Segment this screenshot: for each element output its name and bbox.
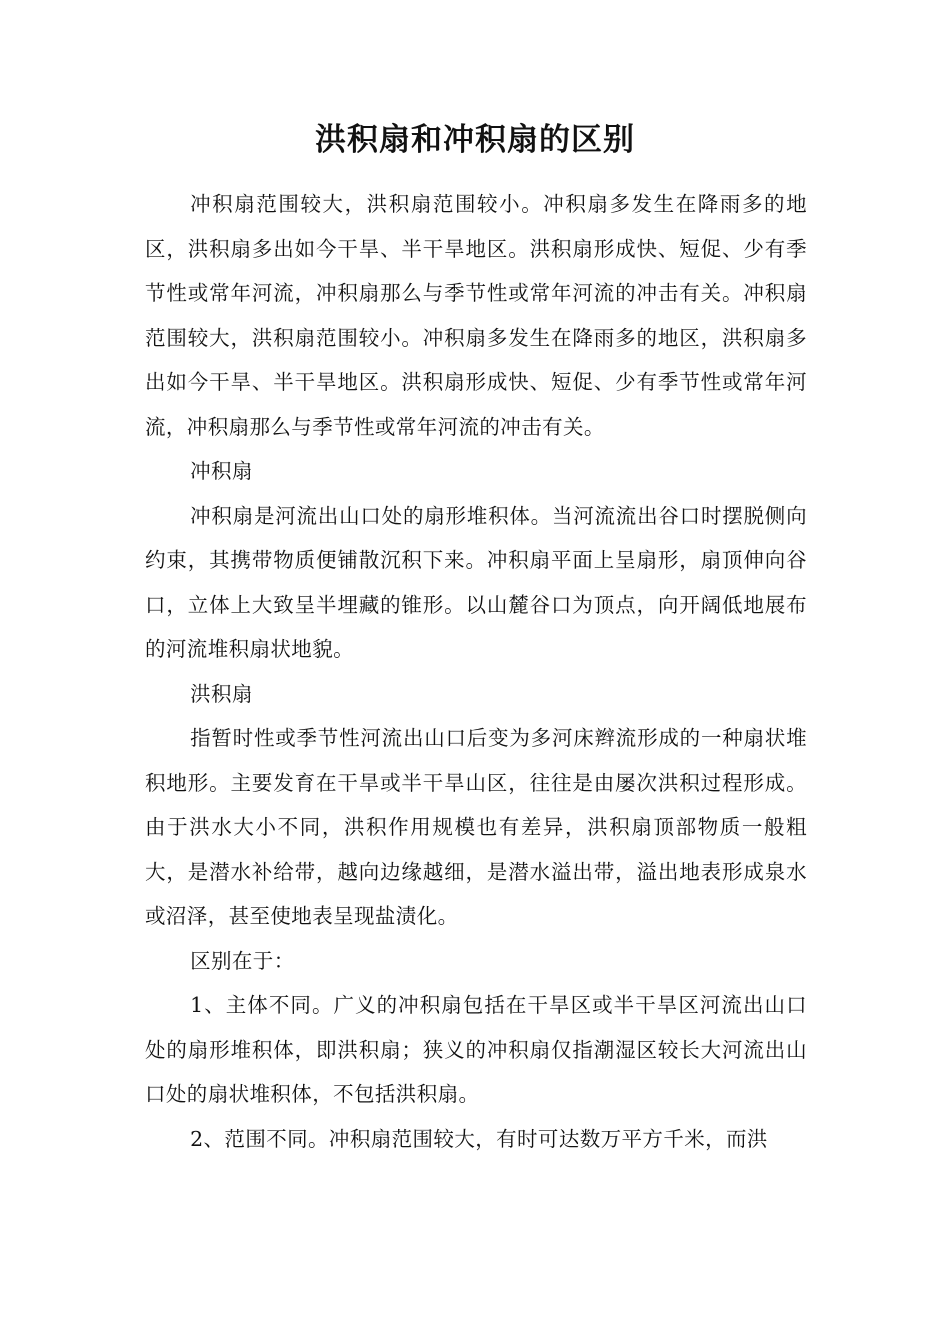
heading-alluvial-fan: 冲积扇 — [190, 459, 253, 483]
paragraph-difference-2: 2、范围不同。冲积扇范围较大，有时可达数万平方千米，而洪 — [190, 1126, 768, 1151]
paragraph-pluvial-fan: 指暂时性或季节性河流出山口后变为多河床辫流形成的一种扇状堆积地形。主要发育在干旱或半干旱山区，往往是由屡次洪积过程形成。由于洪水大小不同，洪积作用规模也有差异，洪积扇顶部物质一般粗大，是潜水补给带，越向边缘越细，是潜水溢出带，溢出地表形成泉水或沼泽，甚至使地表呈现盐渍化。 — [145, 726, 807, 928]
heading-differences: 区别在于： — [190, 948, 295, 973]
heading-pluvial-fan: 洪积扇 — [190, 681, 253, 706]
document-body — [145, 182, 807, 1161]
paragraph-intro: 冲积扇范围较大，洪积扇范围较小。冲积扇多发生在降雨多的地区，洪积扇多出如今干旱、半干旱地区。洪积扇形成快、短促、少有季节性或常年河流，冲积扇那么与季节性或常年河流的冲击有关。冲积扇范围较大，洪积扇范围较小。冲积扇多发生在降雨多的地区，洪积扇多出如今干旱、半干旱地区。洪积扇形成快、短促、少有季节性或常年河流，冲积扇那么与季节性或常年河流的冲击有关。 — [145, 192, 807, 439]
document-title: 洪积扇和冲积扇的区别 — [315, 122, 635, 158]
paragraph-difference-1: 1、主体不同。广义的冲积扇包括在干旱区或半干旱区河流出山口处的扇形堆积体，即洪积扇；狭义的冲积扇仅指潮湿区较长大河流出山口处的扇状堆积体，不包括洪积扇。 — [145, 993, 807, 1106]
paragraph-alluvial-fan: 冲积扇是河流出山口处的扇形堆积体。当河流流出谷口时摆脱侧向约束，其携带物质便铺散沉积下来。冲积扇平面上呈扇形，扇顶伸向谷口，立体上大致呈半埋藏的锥形。以山麓谷口为顶点，向开阔低地展布的河流堆积扇状地貌。 — [145, 503, 807, 661]
